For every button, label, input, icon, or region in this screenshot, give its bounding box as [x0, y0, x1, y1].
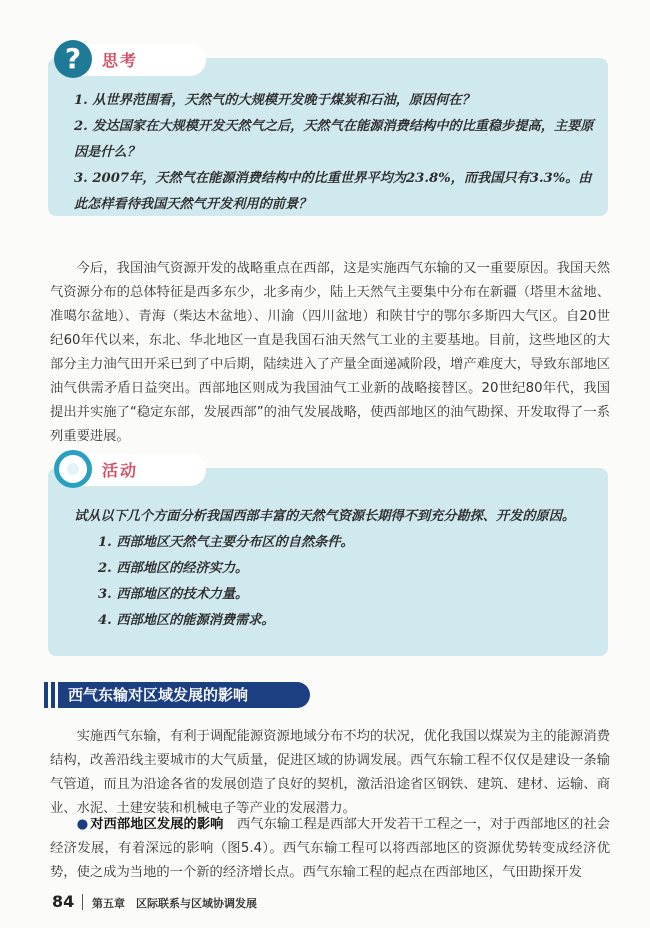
section-heading [44, 682, 310, 708]
activity-item-1: 1. 西部地区天然气主要分布区的自然条件。 [98, 535, 354, 550]
paragraph-text: 西气东输工程是西部大开发若干工程之一，对于西部地区的社会经济发展，有着深远的影响（图5.4）。西气东输工程可以将西部地区的资源优势转变成经济优势，使之成为当地的一个新的经济增长点。西气东输工程的起点在西部地区，气田勘探开发 [50, 817, 610, 881]
body-paragraph-3 [50, 813, 610, 885]
question-icon: ? [54, 40, 92, 78]
paragraph-lead: 对西部地区发展的影响 [90, 817, 224, 833]
heading-stripe [44, 682, 48, 708]
think-header [56, 44, 206, 76]
cycle-icon [54, 450, 92, 488]
activity-box [48, 461, 608, 656]
activity-item-4: 4. 西部地区的能源消费需求。 [98, 613, 275, 628]
page-footer [52, 892, 452, 912]
think-question-2: 2. 发达国家在大规模开发天然气之后，天然气在能源消费结构中的比重稳步提高，主要原因是什么？ [74, 119, 594, 160]
heading-stripe [51, 682, 55, 708]
chapter-title: 第五章 区际联系与区域协调发展 [92, 897, 257, 910]
body-paragraph-1: 今后，我国油气资源开发的战略重点在西部，这是实施西气东输的又一重要原因。我国天然气资源分布的总体特征是西多东少，北多南少，陆上天然气主要集中分布在新疆（塔里木盆地、准噶尔盆地）、青海（柴达木盆地）、川渝（四川盆地）和陕甘宁的鄂尔多斯四大气区。自20世纪60年代以来，东北、华北地区一直是我国石油天然气工业的主要基地。目前，这些地区的大部分主力油气田开采已到了中后期，陆续进入了产量全面递减阶段，增产难度大，导致东部地区油气供需矛盾日益突出。西部地区则成为我国油气工业新的战略接替区。20世纪80年代，我国提出并实施了“稳定东部，发展西部”的油气发展战略，使西部地区的油气勘探、开发取得了一系列重要进展。 [50, 261, 610, 445]
activity-item-3: 3. 西部地区的技术力量。 [98, 587, 249, 602]
activity-header [56, 454, 206, 486]
activity-title: 活动 [102, 461, 139, 480]
activity-intro: 试从以下几个方面分析我国西部丰富的天然气资源长期得不到充分勘探、开发的原因。 [74, 509, 576, 524]
think-box [48, 42, 608, 216]
section-title: 西气东输对区域发展的影响 [58, 682, 310, 708]
page-number: 84 [52, 892, 75, 911]
activity-content [74, 504, 594, 634]
think-question-3: 3. 2007年，天然气在能源消费结构中的比重世界平均为23.8%，而我国只有3.3%。由此怎样看待我国天然气开发利用的前景？ [74, 171, 592, 212]
bullet-icon: ● [76, 817, 89, 833]
think-questions [74, 88, 594, 218]
body-paragraph-2: 实施西气东输，有利于调配能源资源地域分布不均的状况，优化我国以煤炭为主的能源消费结构，改善沿线主要城市的大气质量，促进区域的协调发展。西气东输工程不仅仅是建设一条输气管道，而且为沿途各省的发展创造了良好的契机，激活沿途省区钢铁、建筑、建材、运输、商业、水泥、土建安装和机械电子等产业的发展潜力。 [50, 729, 610, 817]
footer-divider [82, 894, 83, 910]
think-title: 思考 [102, 51, 139, 70]
activity-item-2: 2. 西部地区的经济实力。 [98, 561, 249, 576]
think-question-1: 1. 从世界范围看，天然气的大规模开发晚于煤炭和石油，原因何在？ [74, 93, 475, 108]
